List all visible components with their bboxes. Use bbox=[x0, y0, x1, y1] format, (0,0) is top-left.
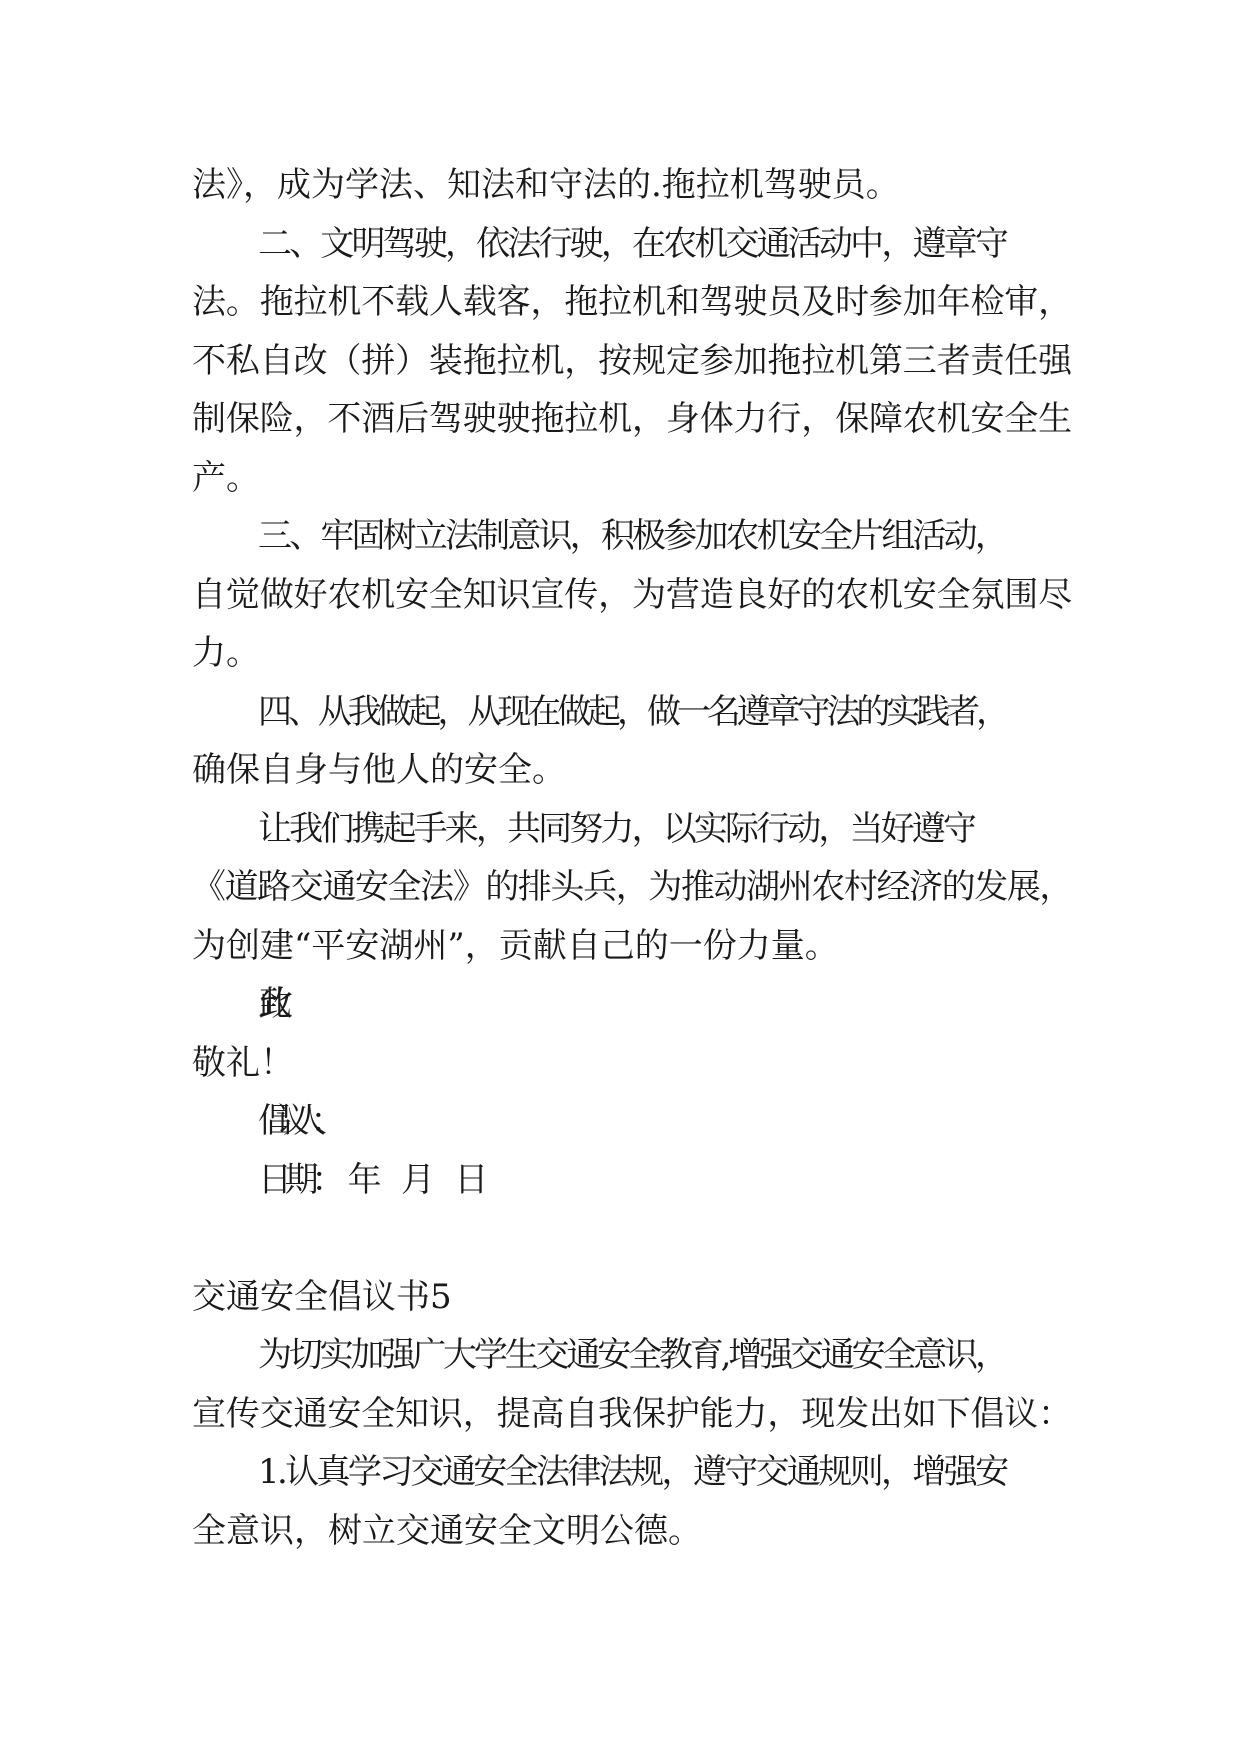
text-line: 全意识，树立交通安全文明公德。 bbox=[192, 1510, 702, 1551]
document-body bbox=[192, 156, 1072, 1560]
text-line: 让我们携起手来，共同努力，以实际行动，当好遵守 bbox=[258, 808, 974, 849]
text-line: 为切实加强广大学生交通安全教育,增强交通安全意识， bbox=[258, 1335, 1006, 1375]
signature-date: 日期： 年 月 日 bbox=[258, 1159, 481, 1200]
text-line: 《道路交通安全法》的排头兵，为推动湖州农村经济的发展， bbox=[192, 867, 1072, 907]
text-line: 宣传交通安全知识，提高自我保护能力，现发出如下倡议： bbox=[192, 1393, 1072, 1434]
text-line: 法》，成为学法、知法和守法的.拖拉机驾驶员。 bbox=[192, 165, 900, 205]
section-title: 交通安全倡议书5 bbox=[192, 1276, 452, 1317]
blank-line bbox=[192, 1209, 1072, 1268]
text-line: 不私自改（拼）装拖拉机，按规定参加拖拉机第三者责任强 bbox=[192, 340, 1072, 381]
text-line: 四、从我做起，从现在做起，做一名遵章守法的实践者， bbox=[258, 691, 1006, 732]
text-line: 为创建“平安湖州”，贡献自己的一份力量。 bbox=[192, 925, 839, 966]
text-line: 三、牢固树立法制意识，积极参加农机安全片组活动， bbox=[258, 516, 1006, 556]
closing-salutation: 此致 bbox=[258, 984, 260, 1024]
text-line: 产。 bbox=[192, 457, 260, 498]
text-line: 法。拖拉机不载人载客，拖拉机和驾驶员及时参加年检审， bbox=[192, 282, 1072, 322]
text-line: 力。 bbox=[192, 633, 260, 673]
signature-proposer: 倡议人： bbox=[258, 1101, 328, 1141]
text-line: 制保险，不酒后驾驶驶拖拉机，身体力行，保障农机安全生 bbox=[192, 399, 1072, 439]
text-line: 确保自身与他人的安全。 bbox=[192, 750, 566, 790]
text-line: 二、文明驾驶，依法行驶，在农机交通活动中，遵章守 bbox=[258, 223, 1006, 264]
text-line: 1.认真学习交通安全法律法规，遵守交通规则，增强安 bbox=[258, 1452, 1007, 1492]
text-line: 自觉做好农机安全知识宣传，为营造良好的农机安全氛围尽 bbox=[192, 574, 1072, 615]
closing-respect: 敬礼！ bbox=[192, 1042, 294, 1083]
